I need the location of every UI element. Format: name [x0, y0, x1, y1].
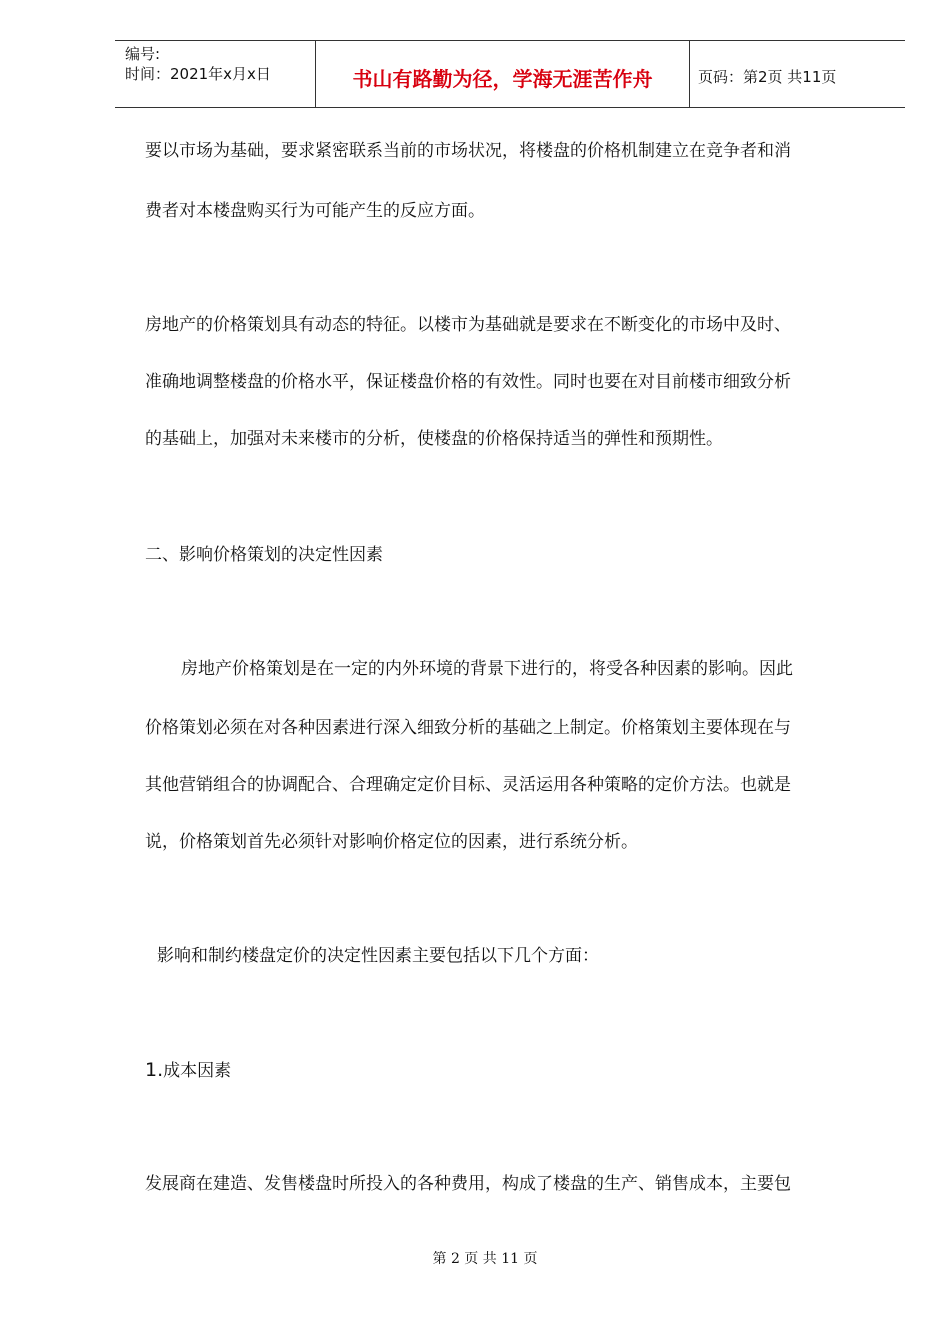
heading-text: 二、影响价格策划的决定性因素: [145, 545, 383, 565]
header-meta: [115, 41, 316, 107]
text-line: 价格策划必须在对各种因素进行深入细致分析的基础之上制定。价格策划主要体现在与: [145, 718, 791, 738]
text-line: 其他营销组合的协调配合、合理确定定价目标、灵活运用各种策略的定价方法。也就是: [145, 775, 791, 795]
text-line: 要以市场为基础，要求紧密联系当前的市场状况，将楼盘的价格机制建立在竞争者和消: [145, 141, 791, 161]
text-line: 的基础上，加强对未来楼市的分析，使楼盘的价格保持适当的弹性和预期性。: [145, 429, 723, 449]
text-line: 发展商在建造、发售楼盘时所投入的各种费用，构成了楼盘的生产、销售成本，主要包: [145, 1174, 791, 1194]
text-line: 说，价格策划首先必须针对影响价格定位的因素，进行系统分析。: [145, 832, 638, 852]
page-footer: 第 2 页 共 11 页: [432, 1251, 538, 1267]
doc-number-label: 编号:: [125, 45, 161, 63]
list-item-title: [145, 1056, 231, 1081]
doc-date: 时间：2021年x月x日: [125, 65, 271, 83]
list-number: 1.: [145, 1059, 164, 1081]
text-line: 房地产价格策划是在一定的内外环境的背景下进行的，将受各种因素的影响。因此: [181, 659, 793, 679]
page-header: [115, 40, 905, 108]
header-page-info: 页码：第2页 共11页: [698, 67, 837, 86]
text-line: 准确地调整楼盘的价格水平，保证楼盘价格的有效性。同时也要在对目前楼市细致分析: [145, 372, 791, 392]
list-text: 成本因素: [163, 1061, 232, 1081]
header-motto: 书山有路勤为径，学海无涯苦作舟: [316, 41, 690, 107]
text-line: 影响和制约楼盘定价的决定性因素主要包括以下几个方面：: [157, 946, 599, 966]
text-line: 费者对本楼盘购买行为可能产生的反应方面。: [145, 201, 485, 221]
text-line: 房地产的价格策划具有动态的特征。以楼市为基础就是要求在不断变化的市场中及时、: [145, 315, 791, 335]
